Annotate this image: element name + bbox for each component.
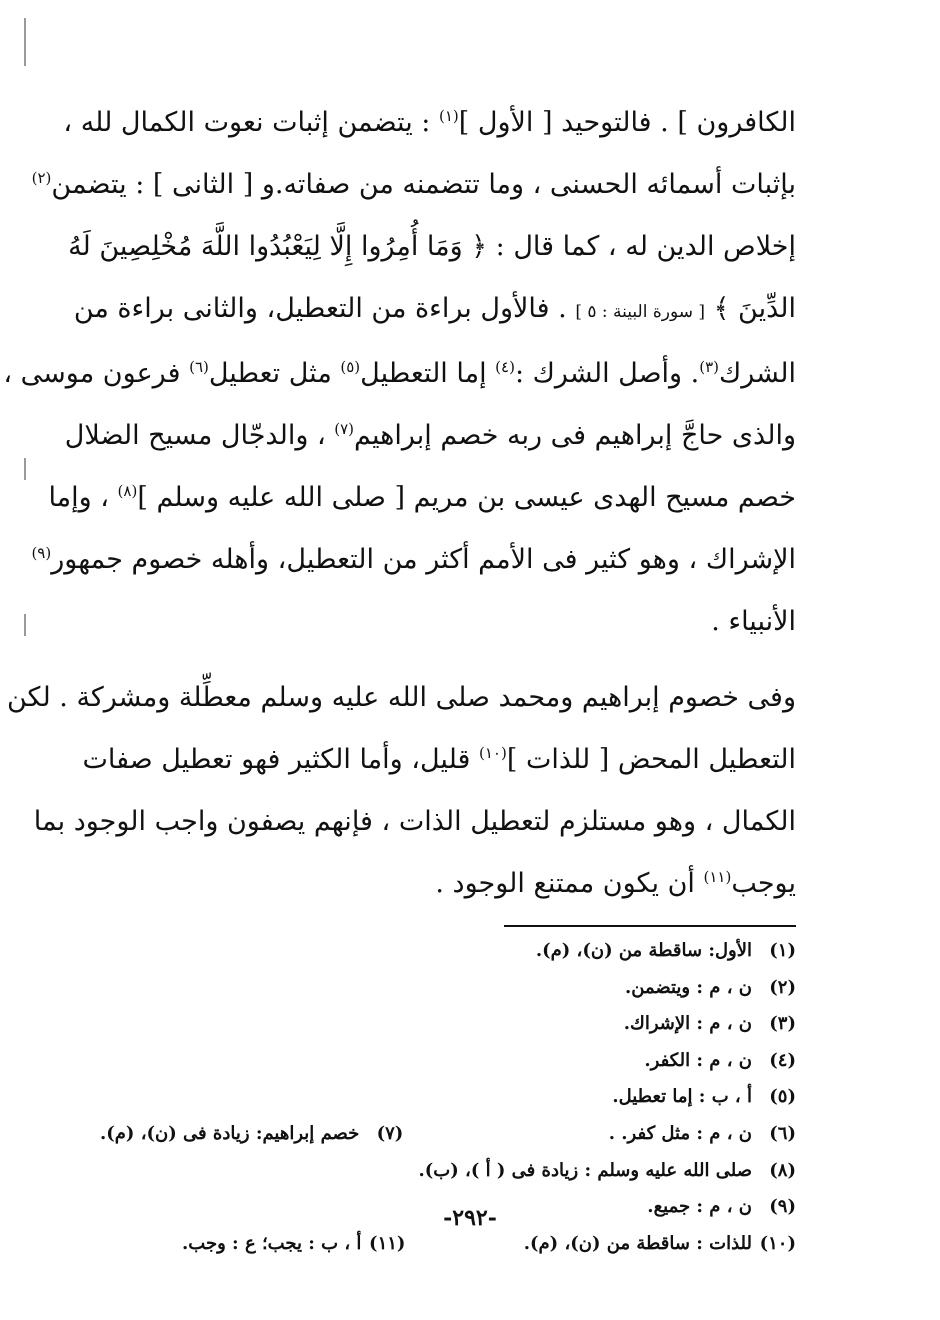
footnote-text: أ ، ب : إما تعطيل. xyxy=(612,1086,752,1108)
footnote-1 xyxy=(96,933,796,970)
footnote-10 xyxy=(96,1226,796,1263)
footnote-ref[interactable]: (٨) xyxy=(117,482,138,500)
footnote-number: (٦) xyxy=(769,1122,796,1144)
paragraph-1 xyxy=(3,92,796,653)
text-line: خصم مسيح الهدى عيسى بن مريم [ صلى الله عليه وسلم ]$^{(٨)}$ ، وإما xyxy=(48,482,796,513)
text-line: الإشراك ، وهو كثير فى الأمم أكثر من التعطيل، وأهله خصوم جمهور$^{(٩)}$ xyxy=(31,544,796,575)
footnote-text: خصم إبراهيم: زيادة فى (ن)، (م). xyxy=(100,1122,360,1144)
paragraph-2 xyxy=(7,667,796,915)
surah-reference: [ سورة البينة : ٥ ] xyxy=(575,302,706,322)
footnote-separator xyxy=(504,925,796,927)
text-line: بإثبات أسمائه الحسنى ، وما تتضمنه من صفاته.و [ الثانى ] : يتضمن$^{(٢)}$ xyxy=(31,169,796,200)
footnote-4 xyxy=(96,1043,796,1080)
scan-margin-mark xyxy=(24,614,26,636)
text-line: الدِّينَ ﴾ [ سورة البينة : ٥ ] . فالأول براءة من التعطيل، والثانى براءة من xyxy=(73,293,796,324)
footnote-11 xyxy=(182,1226,405,1263)
text-line: الكمال ، وهو مستلزم لتعطيل الذات ، فإنهم يصفون واجب الوجود بما xyxy=(33,806,796,837)
footnote-number: (٧) xyxy=(376,1122,404,1144)
footnote-ref[interactable]: (٥) xyxy=(340,358,361,376)
footnote-number: (٣) xyxy=(769,1013,796,1035)
footnote-ref[interactable]: (١) xyxy=(438,107,459,125)
footnote-ref[interactable]: (٢) xyxy=(31,169,52,187)
text-line: الأنبياء . xyxy=(711,606,796,637)
footnote-number: (٥) xyxy=(769,1086,796,1108)
footnote-ref[interactable]: (١٠) xyxy=(479,744,507,762)
text-line: الشرك$^{(٣)}$. وأصل الشرك :$^{(٤)}$ إما التعطيل$^{(٥)}$ مثل تعطيل$^{(٦)}$ فرعون موسى ، xyxy=(3,358,796,389)
text-line: يوجب$^{(١١)}$ أن يكون ممتنع الوجود . xyxy=(435,868,796,899)
footnote-text: ن ، م : ويتضمن. xyxy=(624,976,752,998)
footnote-number: (٨) xyxy=(769,1159,796,1181)
footnote-text: ن ، م : الكفر. xyxy=(644,1049,752,1071)
footnote-text: ن ، م : الإشراك. xyxy=(623,1013,752,1035)
footnote-ref[interactable]: (٧) xyxy=(334,420,355,438)
footnote-ref[interactable]: (٩) xyxy=(31,544,52,562)
main-text xyxy=(3,92,796,915)
footnote-number: (٩) xyxy=(769,1196,796,1218)
page-number: -٢٩٢- xyxy=(443,1205,497,1231)
footnote-2 xyxy=(96,970,796,1007)
footnote-text: ن ، م : مثل كفر. . xyxy=(608,1122,752,1144)
scan-margin-mark xyxy=(24,458,26,480)
scan-margin-mark xyxy=(24,18,26,66)
footnote-number: (١١) xyxy=(369,1232,406,1254)
footnote-ref[interactable]: (٦) xyxy=(189,358,209,376)
footnote-6 xyxy=(96,1116,796,1153)
footnote-number: (١٠) xyxy=(759,1232,796,1254)
footnote-ref[interactable]: (١١) xyxy=(703,868,732,886)
footnote-ref[interactable]: (٣) xyxy=(699,358,720,376)
text-line: وفى خصوم إبراهيم ومحمد صلى الله عليه وسلم معطِّلة ومشركة . لكن xyxy=(7,682,796,713)
footnote-5 xyxy=(96,1079,796,1116)
text-line: التعطيل المحض [ للذات ]$^{(١٠)}$ قليل، وأما الكثير فهو تعطيل صفات xyxy=(82,744,796,775)
text-line: إخلاص الدين له ، كما قال : ﴿ وَمَا أُمِرُوا إِلَّا لِيَعْبُدُوا اللَّهَ مُخْلِصِينَ لَهُ xyxy=(68,231,796,262)
footnote-text: الأول: ساقطة من (ن)، (م). xyxy=(535,940,752,961)
text-line: والذى حاجَّ إبراهيم فى ربه خصم إبراهيم$^{(٧)}$ ، والدجّال مسيح الضلال xyxy=(64,420,796,451)
footnote-text: أ ، ب : يجب؛ ع : وجب. xyxy=(182,1232,362,1254)
footnote-text: للذات : ساقطة من (ن)، (م). xyxy=(523,1232,752,1254)
footnote-3 xyxy=(96,1006,796,1043)
footnote-text: ن ، م : جميع. xyxy=(647,1196,752,1218)
footnote-text: صلى الله عليه وسلم : زيادة فى ( أ )، (ب). xyxy=(418,1159,752,1181)
footnote-7 xyxy=(100,1116,403,1153)
text-line: الكافرون ] . فالتوحيد [ الأول ]$^{(١)}$ : يتضمن إثبات نعوت الكمال لله ، xyxy=(63,107,796,138)
footnote-number: (١) xyxy=(769,940,796,961)
footnote-8 xyxy=(96,1153,796,1190)
footnote-number: (٢) xyxy=(769,976,796,998)
footnote-ref[interactable]: (٤) xyxy=(495,358,515,376)
page-content xyxy=(3,92,796,1262)
footnote-number: (٤) xyxy=(769,1049,796,1071)
